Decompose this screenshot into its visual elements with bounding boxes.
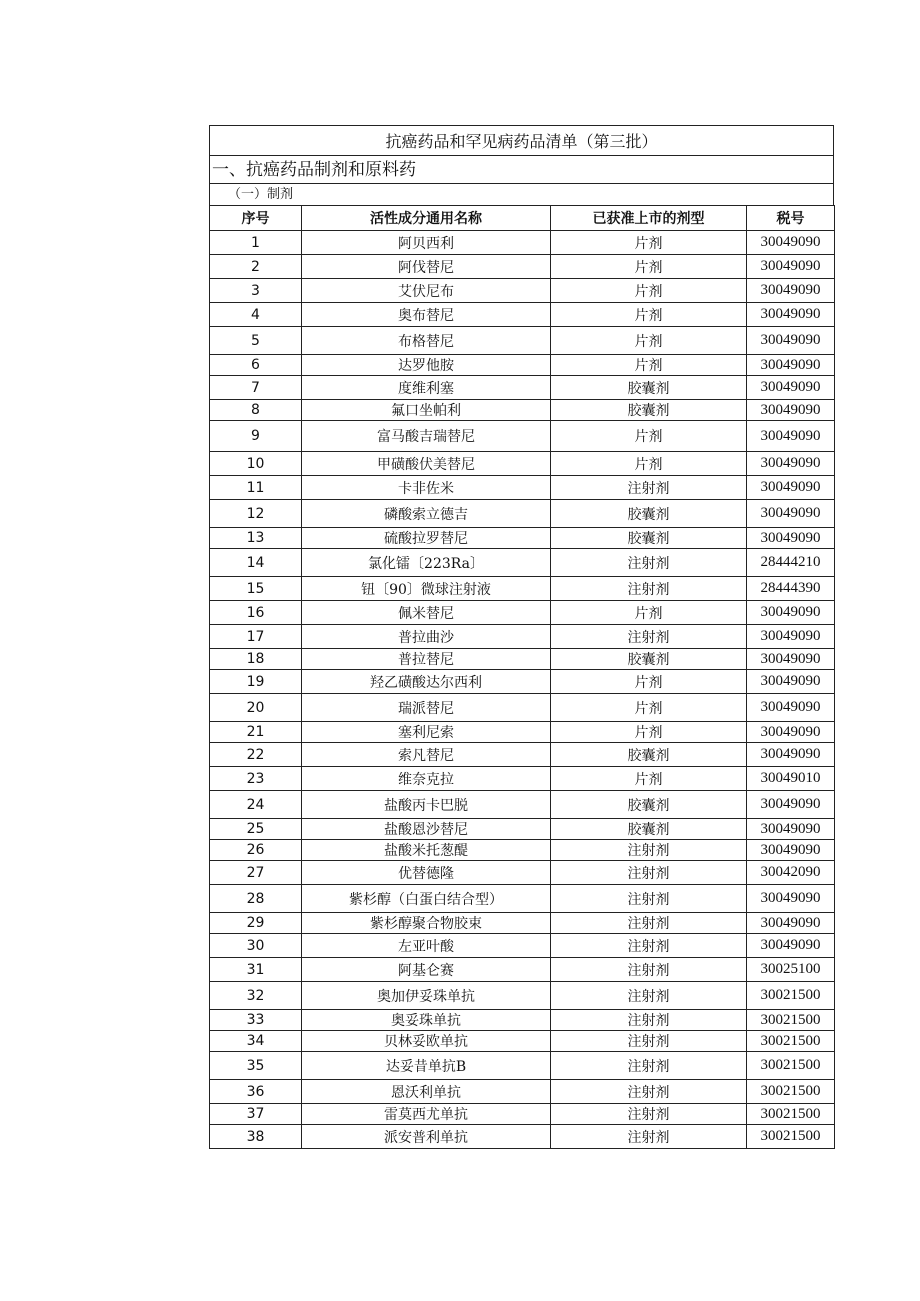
cell-tax-code: 30025100 [747, 958, 835, 982]
cell-seq: 28 [210, 885, 302, 913]
cell-tax-code: 30049090 [747, 819, 835, 840]
table-row [210, 1010, 835, 1031]
cell-dosage-form: 注射剂 [551, 1031, 747, 1052]
cell-dosage-form: 胶囊剂 [551, 743, 747, 767]
cell-ingredient: 索凡替尼 [302, 743, 551, 767]
cell-ingredient: 贝林妥欧单抗 [302, 1031, 551, 1052]
cell-ingredient: 阿基仑赛 [302, 958, 551, 982]
cell-dosage-form: 片剂 [551, 327, 747, 355]
cell-dosage-form: 注射剂 [551, 577, 747, 601]
cell-seq: 35 [210, 1052, 302, 1080]
cell-dosage-form: 注射剂 [551, 476, 747, 500]
table-row [210, 601, 835, 625]
table-row [210, 500, 835, 528]
cell-tax-code: 30049090 [747, 885, 835, 913]
cell-dosage-form: 注射剂 [551, 1104, 747, 1125]
cell-ingredient: 布格替尼 [302, 327, 551, 355]
cell-tax-code: 30049090 [747, 840, 835, 861]
cell-dosage-form: 注射剂 [551, 885, 747, 913]
cell-dosage-form: 片剂 [551, 231, 747, 255]
table-row [210, 913, 835, 934]
cell-seq: 1 [210, 231, 302, 255]
cell-seq: 17 [210, 625, 302, 649]
cell-seq: 19 [210, 670, 302, 694]
cell-ingredient: 奥加伊妥珠单抗 [302, 982, 551, 1010]
cell-tax-code: 28444210 [747, 549, 835, 577]
cell-tax-code: 30049090 [747, 279, 835, 303]
table-row [210, 982, 835, 1010]
cell-tax-code: 30049010 [747, 767, 835, 791]
cell-tax-code: 30021500 [747, 1104, 835, 1125]
cell-seq: 18 [210, 649, 302, 670]
cell-ingredient: 氟口坐帕利 [302, 400, 551, 421]
cell-ingredient: 阿贝西利 [302, 231, 551, 255]
cell-seq: 5 [210, 327, 302, 355]
cell-seq: 3 [210, 279, 302, 303]
cell-ingredient: 达罗他胺 [302, 355, 551, 376]
cell-dosage-form: 片剂 [551, 694, 747, 722]
cell-seq: 24 [210, 791, 302, 819]
cell-dosage-form: 片剂 [551, 355, 747, 376]
document [209, 125, 834, 1149]
cell-dosage-form: 片剂 [551, 767, 747, 791]
table-row [210, 1052, 835, 1080]
cell-seq: 31 [210, 958, 302, 982]
cell-tax-code: 30049090 [747, 355, 835, 376]
cell-tax-code: 30049090 [747, 421, 835, 452]
cell-tax-code: 30049090 [747, 303, 835, 327]
cell-seq: 37 [210, 1104, 302, 1125]
header-seq: 序号 [210, 206, 302, 231]
cell-dosage-form: 注射剂 [551, 982, 747, 1010]
cell-seq: 34 [210, 1031, 302, 1052]
cell-dosage-form: 胶囊剂 [551, 500, 747, 528]
cell-tax-code: 30021500 [747, 1031, 835, 1052]
section-heading: 一、抗癌药品制剂和原料药 [209, 156, 834, 184]
subsection-heading: （一）制剂 [209, 184, 834, 205]
cell-ingredient: 盐酸丙卡巴脱 [302, 791, 551, 819]
cell-seq: 27 [210, 861, 302, 885]
table-row [210, 303, 835, 327]
cell-dosage-form: 片剂 [551, 421, 747, 452]
cell-dosage-form: 注射剂 [551, 1080, 747, 1104]
cell-ingredient: 普拉替尼 [302, 649, 551, 670]
cell-seq: 21 [210, 722, 302, 743]
cell-ingredient: 奥妥珠单抗 [302, 1010, 551, 1031]
table-row [210, 327, 835, 355]
cell-dosage-form: 注射剂 [551, 913, 747, 934]
table-row [210, 625, 835, 649]
cell-ingredient: 富马酸吉瑞替尼 [302, 421, 551, 452]
cell-seq: 16 [210, 601, 302, 625]
table-row [210, 934, 835, 958]
table-row [210, 885, 835, 913]
cell-ingredient: 佩米替尼 [302, 601, 551, 625]
table-row [210, 421, 835, 452]
table-row [210, 1125, 835, 1149]
cell-tax-code: 28444390 [747, 577, 835, 601]
table-row [210, 376, 835, 400]
cell-dosage-form: 注射剂 [551, 549, 747, 577]
cell-dosage-form: 胶囊剂 [551, 791, 747, 819]
cell-dosage-form: 片剂 [551, 279, 747, 303]
cell-seq: 22 [210, 743, 302, 767]
cell-dosage-form: 注射剂 [551, 1125, 747, 1149]
cell-ingredient: 钮〔90〕微球注射液 [302, 577, 551, 601]
cell-tax-code: 30049090 [747, 601, 835, 625]
cell-seq: 2 [210, 255, 302, 279]
cell-dosage-form: 胶囊剂 [551, 528, 747, 549]
table-row [210, 1031, 835, 1052]
cell-seq: 15 [210, 577, 302, 601]
table-row [210, 400, 835, 421]
cell-tax-code: 30049090 [747, 255, 835, 279]
cell-ingredient: 硫酸拉罗替尼 [302, 528, 551, 549]
cell-ingredient: 派安普利单抗 [302, 1125, 551, 1149]
cell-tax-code: 30049090 [747, 649, 835, 670]
table-row [210, 279, 835, 303]
cell-seq: 32 [210, 982, 302, 1010]
cell-dosage-form: 注射剂 [551, 840, 747, 861]
table-row [210, 476, 835, 500]
table-row [210, 1080, 835, 1104]
cell-ingredient: 紫杉醇聚合物胶束 [302, 913, 551, 934]
cell-seq: 38 [210, 1125, 302, 1149]
cell-tax-code: 30021500 [747, 1010, 835, 1031]
table-row [210, 694, 835, 722]
cell-ingredient: 甲磺酸伏美替尼 [302, 452, 551, 476]
cell-seq: 36 [210, 1080, 302, 1104]
cell-ingredient: 达妥昔单抗B [302, 1052, 551, 1080]
cell-seq: 20 [210, 694, 302, 722]
table-row [210, 255, 835, 279]
cell-ingredient: 阿伐替尼 [302, 255, 551, 279]
cell-ingredient: 左亚叶酸 [302, 934, 551, 958]
cell-dosage-form: 注射剂 [551, 1052, 747, 1080]
cell-ingredient: 羟乙磺酸达尔西利 [302, 670, 551, 694]
cell-seq: 8 [210, 400, 302, 421]
cell-tax-code: 30049090 [747, 400, 835, 421]
cell-seq: 13 [210, 528, 302, 549]
cell-dosage-form: 胶囊剂 [551, 819, 747, 840]
cell-seq: 4 [210, 303, 302, 327]
cell-dosage-form: 片剂 [551, 255, 747, 279]
cell-ingredient: 氯化镭〔223Ra〕 [302, 549, 551, 577]
cell-dosage-form: 注射剂 [551, 625, 747, 649]
cell-seq: 12 [210, 500, 302, 528]
cell-seq: 7 [210, 376, 302, 400]
table-row [210, 355, 835, 376]
cell-ingredient: 盐酸恩沙替尼 [302, 819, 551, 840]
table-row [210, 1104, 835, 1125]
table-row [210, 819, 835, 840]
table-row [210, 670, 835, 694]
table-row [210, 840, 835, 861]
cell-ingredient: 瑞派替尼 [302, 694, 551, 722]
cell-tax-code: 30049090 [747, 625, 835, 649]
table-row [210, 452, 835, 476]
cell-seq: 26 [210, 840, 302, 861]
cell-dosage-form: 注射剂 [551, 1010, 747, 1031]
cell-seq: 9 [210, 421, 302, 452]
table-row [210, 528, 835, 549]
cell-tax-code: 30049090 [747, 500, 835, 528]
table-row [210, 791, 835, 819]
header-tax-code: 税号 [747, 206, 835, 231]
cell-seq: 10 [210, 452, 302, 476]
cell-ingredient: 塞利尼索 [302, 722, 551, 743]
cell-dosage-form: 胶囊剂 [551, 649, 747, 670]
cell-tax-code: 30021500 [747, 1052, 835, 1080]
cell-seq: 11 [210, 476, 302, 500]
table-row [210, 549, 835, 577]
cell-dosage-form: 片剂 [551, 452, 747, 476]
cell-tax-code: 30049090 [747, 913, 835, 934]
header-dosage-form: 已获准上市的剂型 [551, 206, 747, 231]
cell-tax-code: 30049090 [747, 670, 835, 694]
cell-ingredient: 奥布替尼 [302, 303, 551, 327]
table-row [210, 231, 835, 255]
cell-seq: 29 [210, 913, 302, 934]
cell-seq: 33 [210, 1010, 302, 1031]
document-title: 抗癌药品和罕见病药品清单（第三批） [209, 125, 834, 156]
cell-dosage-form: 片剂 [551, 722, 747, 743]
cell-tax-code: 30021500 [747, 1080, 835, 1104]
table-row [210, 767, 835, 791]
cell-tax-code: 30049090 [747, 722, 835, 743]
table-row [210, 649, 835, 670]
cell-ingredient: 雷莫西尤单抗 [302, 1104, 551, 1125]
cell-tax-code: 30042090 [747, 861, 835, 885]
cell-ingredient: 紫杉醇（白蛋白结合型） [302, 885, 551, 913]
cell-tax-code: 30021500 [747, 982, 835, 1010]
cell-tax-code: 30049090 [747, 694, 835, 722]
cell-dosage-form: 注射剂 [551, 958, 747, 982]
cell-dosage-form: 片剂 [551, 303, 747, 327]
cell-tax-code: 30049090 [747, 376, 835, 400]
cell-dosage-form: 胶囊剂 [551, 376, 747, 400]
cell-dosage-form: 注射剂 [551, 861, 747, 885]
table-row [210, 722, 835, 743]
drug-table [209, 205, 835, 1149]
cell-ingredient: 恩沃利单抗 [302, 1080, 551, 1104]
cell-ingredient: 盐酸米托葱醍 [302, 840, 551, 861]
cell-dosage-form: 胶囊剂 [551, 400, 747, 421]
cell-dosage-form: 片剂 [551, 670, 747, 694]
cell-tax-code: 30049090 [747, 528, 835, 549]
header-ingredient: 活性成分通用名称 [302, 206, 551, 231]
cell-tax-code: 30049090 [747, 791, 835, 819]
cell-tax-code: 30049090 [747, 452, 835, 476]
table-header-row [210, 206, 835, 231]
cell-seq: 25 [210, 819, 302, 840]
table-row [210, 743, 835, 767]
cell-seq: 23 [210, 767, 302, 791]
cell-dosage-form: 片剂 [551, 601, 747, 625]
table-body [210, 231, 835, 1149]
cell-tax-code: 30049090 [747, 743, 835, 767]
cell-seq: 6 [210, 355, 302, 376]
table-row [210, 861, 835, 885]
cell-dosage-form: 注射剂 [551, 934, 747, 958]
cell-ingredient: 优替德隆 [302, 861, 551, 885]
cell-tax-code: 30049090 [747, 327, 835, 355]
cell-ingredient: 卡非佐米 [302, 476, 551, 500]
cell-tax-code: 30049090 [747, 476, 835, 500]
cell-tax-code: 30049090 [747, 231, 835, 255]
cell-tax-code: 30049090 [747, 934, 835, 958]
cell-seq: 30 [210, 934, 302, 958]
cell-ingredient: 度维利塞 [302, 376, 551, 400]
cell-ingredient: 普拉曲沙 [302, 625, 551, 649]
cell-seq: 14 [210, 549, 302, 577]
cell-ingredient: 维奈克拉 [302, 767, 551, 791]
table-row [210, 577, 835, 601]
cell-tax-code: 30021500 [747, 1125, 835, 1149]
cell-ingredient: 艾伏尼布 [302, 279, 551, 303]
table-row [210, 958, 835, 982]
cell-ingredient: 磷酸索立德吉 [302, 500, 551, 528]
